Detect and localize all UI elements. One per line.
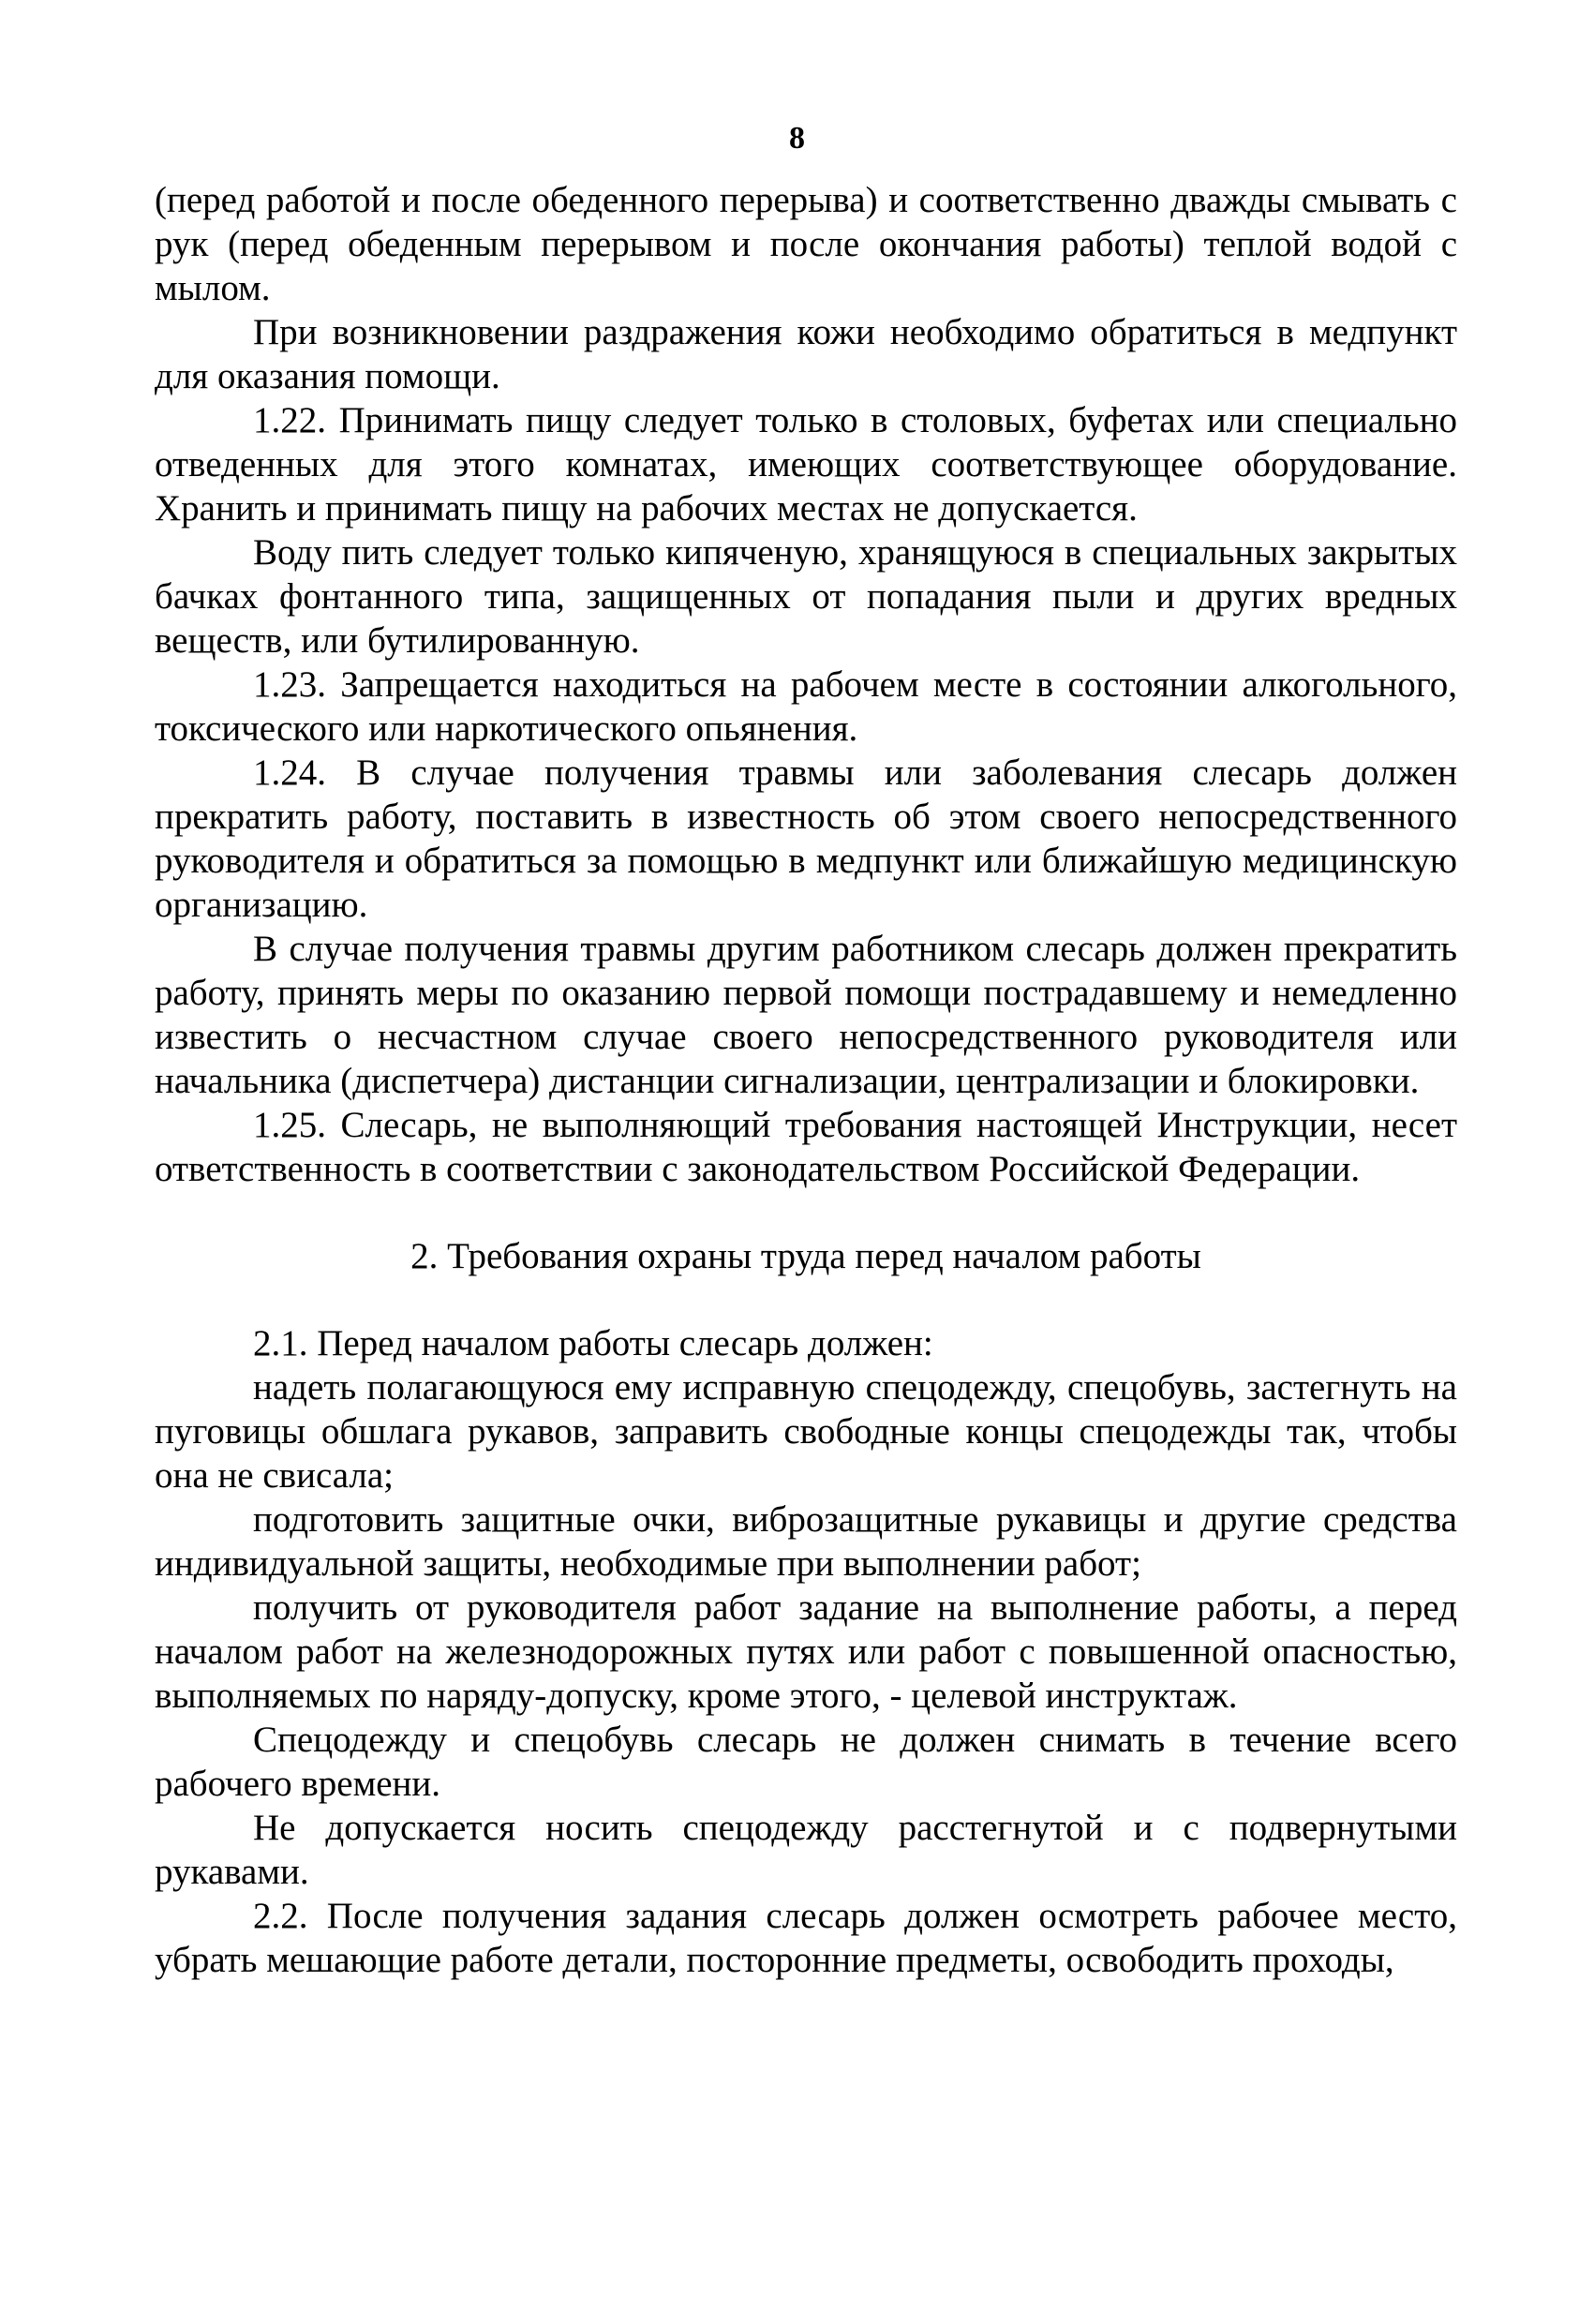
- paragraph: (перед работой и после обеденного перерыва) и соответственно дважды смывать с рук (перед обеденным перерывом и после окончания работы) теплой водой с мылом.: [155, 180, 1457, 308]
- document-body: [155, 178, 1457, 1982]
- paragraph-1-22: 1.22. Принимать пищу следует только в столовых, буфетах или специально отведенных для этого комнатах, имеющих соответствующее оборудование. Хранить и принимать пищу на рабочих местах не допускается.: [155, 400, 1457, 529]
- section-heading: 2. Требования охраны труда перед началом работы: [410, 1236, 1201, 1276]
- paragraph-2-1: 2.1. Перед началом работы слесарь должен:: [253, 1323, 933, 1363]
- paragraph: При возникновении раздражения кожи необходимо обратиться в медпункт для оказания помощи.: [155, 312, 1457, 396]
- paragraph: получить от руководителя работ задание на выполнение работы, а перед началом работ на железнодорожных путях или работ с повышенной опасностью, выполняемых по наряду-допуску, кроме этого, - целевой инструктаж.: [155, 1587, 1457, 1716]
- paragraph: подготовить защитные очки, виброзащитные рукавицы и другие средства индивидуальной защиты, необходимые при выполнении работ;: [155, 1499, 1457, 1584]
- paragraph: Спецодежду и спецобувь слесарь не должен снимать в течение всего рабочего времени.: [155, 1720, 1457, 1804]
- paragraph: В случае получения травмы другим работником слесарь должен прекратить работу, принять меры по оказанию первой помощи пострадавшему и немедленно известить о несчастном случае своего непосредственного руководителя или начальника (диспетчера) дистанции сигнализации, централизации и блокировки.: [155, 929, 1457, 1101]
- paragraph: Не допускается носить спецодежду расстегнутой и с подвернутыми рукавами.: [155, 1808, 1457, 1892]
- paragraph-2-2: 2.2. После получения задания слесарь должен осмотреть рабочее место, убрать мешающие работе детали, посторонние предметы, освободить проходы,: [155, 1896, 1457, 1980]
- paragraph-1-25: 1.25. Слесарь, не выполняющий требования настоящей Инструкции, несет ответственность в соответствии с законодательством Российской Федерации.: [155, 1105, 1457, 1189]
- paragraph: Воду пить следует только кипяченую, хранящуюся в специальных закрытых бачках фонтанного типа, защищенных от попадания пыли и других вредных веществ, или бутилированную.: [155, 532, 1457, 661]
- page-number: 8: [789, 121, 805, 156]
- paragraph-1-24: 1.24. В случае получения травмы или заболевания слесарь должен прекратить работу, поставить в известность об этом своего непосредственного руководителя и обратиться за помощью в медпункт или ближайшую медицинскую организацию.: [155, 752, 1457, 925]
- paragraph-1-23: 1.23. Запрещается находиться на рабочем месте в состоянии алкогольного, токсического или наркотического опьянения.: [155, 664, 1457, 749]
- paragraph: надеть полагающуюся ему исправную спецодежду, спецобувь, застегнуть на пуговицы обшлага рукавов, заправить свободные концы спецодежды так, чтобы она не свисала;: [155, 1367, 1457, 1496]
